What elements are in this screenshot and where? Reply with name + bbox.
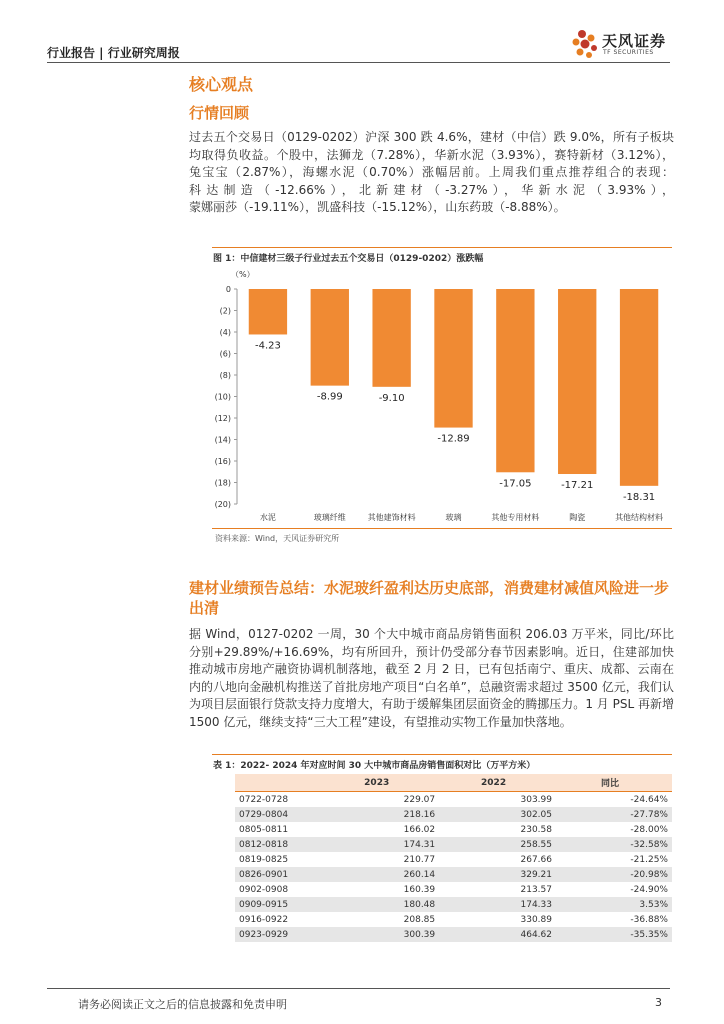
bar-value-label: -18.31 (622, 491, 656, 503)
x-category-label: 玻璃纤维 (313, 513, 346, 522)
table-row (235, 882, 672, 897)
x-category-label: 水泥 (259, 513, 276, 522)
table-cell: 330.89 (520, 914, 552, 925)
y-tick-label: (4) (219, 328, 231, 337)
para1-stock: 海螺水泥（0.70%） (302, 165, 422, 179)
chart-bar (311, 289, 349, 386)
brand-name: 天风证券 (602, 32, 667, 50)
x-category-label: 其他结构材料 (615, 513, 664, 522)
y-tick-label: (14) (214, 435, 231, 445)
table-row (235, 837, 672, 852)
bar-value-label: -8.99 (316, 391, 343, 403)
table-cell: -36.88% (630, 914, 668, 925)
bar-value-label: -4.23 (254, 340, 281, 352)
para1-stock: 山东药玻（-8.88%） (445, 200, 554, 214)
footer-disclaimer: 请务必阅读正文之后的信息披露和免责申明 (78, 998, 287, 1011)
x-category-label: 陶瓷 (569, 513, 586, 522)
x-category-label: 其他建饰材料 (367, 513, 416, 522)
para1-sep: 。 (553, 200, 566, 214)
chart-bar (620, 289, 658, 486)
table-cell: -21.25% (630, 854, 668, 865)
table-cell: 0722-0728 (239, 794, 289, 805)
table-cell: 229.07 (403, 794, 436, 805)
figure-title: 图 1：中信建材三级子行业过去五个交易日（0129-0202）涨跌幅 (213, 254, 484, 264)
table-cell: 213.57 (520, 884, 552, 895)
sales-paragraph: 据 Wind，0127-0202 一周，30 个大中城市商品房销售面积 206.03 万平米，同比/环比分别+29.89%/+16.69%，均有所回升，预计仍受部分春节因素影响。近日，住建部加快推动城市房地产融资协调机制落地，截至 2 月 2 日，已有包括南宁、重庆、成都、云南在内的八地向金融机构推送了首批房地产项目“白名单”，总融资需求超过 3500 亿元，我们认为项目层面银行贷款支持力度增大，有助于缓解集团层面资金的腾挪压力。1 月 PSL 再新增 1500 亿元，继续支持“三大工程”建设，有望推动实物工作量加快落地。 (189, 627, 674, 729)
para1-sep: ， (661, 182, 674, 197)
table-cell: 0923-0929 (235, 927, 318, 942)
brand-subtitle: TF SECURITIES (603, 49, 654, 56)
market-review-paragraph (189, 129, 674, 217)
footer-divider (47, 988, 670, 989)
bar-chart (205, 265, 675, 527)
table-cell: 0902-0908 (239, 884, 289, 895)
x-category-label: 玻璃 (445, 513, 462, 522)
table-cell: 464.62 (435, 927, 552, 942)
figure-bottom-rule (212, 528, 672, 529)
chart-marks (215, 270, 663, 522)
para1-stock: 蒙娜丽莎（-19.11%） (189, 200, 306, 214)
table-row (235, 852, 672, 867)
para1-stock: 华新水泥（3.93%） (434, 147, 542, 162)
table-row (235, 897, 672, 912)
flower-logo-icon (570, 28, 600, 60)
header-divider (47, 62, 670, 63)
para1-text: 涨幅居前。上周我们重点推荐组合的表现： (421, 165, 674, 179)
table-cell: -24.64% (630, 794, 668, 805)
para1-stock: 北新建材（-3.27%） (358, 182, 504, 197)
brand-logo (570, 28, 680, 60)
table-cell: 258.55 (435, 837, 552, 852)
para1-sep: ， (504, 182, 522, 197)
table-cell: 166.02 (403, 824, 436, 835)
table-cell: 0909-0915 (235, 897, 318, 912)
table-cell: 230.58 (520, 824, 552, 835)
table-cell: 303.99 (520, 794, 552, 805)
table-cell: 218.16 (318, 807, 435, 822)
chart-bar (434, 289, 472, 428)
figure-top-rule (212, 247, 672, 248)
table-cell: 180.48 (318, 897, 435, 912)
heading-market-review: 行情回顾 (189, 104, 250, 122)
para1-stock: 赛特新材（3.12%） (554, 147, 662, 162)
table-header-cell: 2022 (435, 774, 552, 792)
table-top-rule (212, 754, 672, 755)
table-row (235, 867, 672, 882)
table-row (235, 792, 672, 808)
table-row (235, 822, 672, 837)
chart-bar (372, 289, 410, 387)
table-cell: 3.53% (552, 897, 672, 912)
y-tick-label: (20) (214, 500, 231, 509)
table-cell: 267.66 (520, 854, 552, 865)
chart-bar (496, 289, 534, 472)
table-cell: 174.33 (435, 897, 552, 912)
para1-stock: 华新水泥（3.93%） (521, 182, 662, 197)
bar-value-label: -17.21 (561, 480, 594, 492)
table-cell: -32.58% (552, 837, 672, 852)
table-cell: 208.85 (403, 914, 436, 925)
table-cell: -27.78% (552, 807, 672, 822)
table-cell: -28.00% (630, 824, 668, 835)
chart-bar (249, 289, 287, 334)
x-category-label: 其他专用材料 (491, 513, 540, 522)
table-cell: -24.90% (630, 884, 668, 895)
para1-sep: ， (661, 147, 674, 162)
y-tick-label: (8) (219, 371, 231, 380)
para1-sep: ， (305, 200, 318, 214)
table-row (235, 912, 672, 927)
y-tick-label: (10) (214, 392, 231, 402)
para1-stock: 科达制造（-12.66%） (189, 182, 342, 197)
table-cell: 300.39 (318, 927, 435, 942)
table-title: 表 1：2022- 2024 年对应时间 30 大中城市商品房销售面积对比（万平方米） (213, 761, 536, 771)
para1-sep: ， (289, 165, 303, 179)
table-header-cell (235, 774, 318, 792)
table-cell: -20.98% (552, 867, 672, 882)
heading-section2: 建材业绩预告总结：水泥玻纤盈利达历史底部，消费建材减值风险进一步出清 (189, 579, 670, 617)
table-header-row (235, 774, 672, 792)
table-cell: 160.39 (403, 884, 436, 895)
heading-core-view: 核心观点 (189, 75, 254, 94)
y-tick-label: (2) (219, 306, 231, 316)
table-row (235, 807, 672, 822)
y-tick-label: 0 (225, 285, 231, 294)
y-tick-label: (12) (214, 414, 231, 423)
para1-stock: 兔宝宝（2.87%） (189, 165, 290, 179)
para1-text: 过去五个交易日（0129-0202）沪深 300 跌 4.6%，建材（中信）跌 9.0%，所有子板块均取得负收益。个股中， (189, 130, 674, 162)
table-cell: -35.35% (552, 927, 672, 942)
bar-value-label: -17.05 (499, 478, 532, 490)
para1-stock: 凯盛科技（-15.12%） (317, 200, 434, 214)
para1-stock: 法狮龙（7.28%） (326, 147, 422, 162)
table-cell: 0826-0901 (235, 867, 318, 882)
table-header-cell: 同比 (552, 774, 672, 792)
table-row (235, 927, 672, 942)
figure-source: 资料来源：Wind，天风证券研究所 (215, 534, 340, 543)
bar-value-label: -9.10 (378, 392, 405, 404)
table-cell: 0916-0922 (239, 914, 289, 925)
para1-sep: ， (541, 147, 555, 162)
y-tick-label: (16) (214, 457, 231, 466)
table-cell: 260.14 (318, 867, 435, 882)
bar-value-label: -12.89 (437, 433, 470, 445)
table-cell: 0819-0825 (239, 854, 289, 865)
y-axis-unit-label: （%） (231, 270, 255, 279)
y-tick-label: (6) (219, 349, 231, 359)
para1-sep: ， (341, 182, 359, 197)
table-cell: 174.31 (318, 837, 435, 852)
chart-bar (558, 289, 596, 474)
table-cell: 0729-0804 (235, 807, 318, 822)
table-header-cell: 2023 (318, 774, 435, 792)
para1-sep: ， (421, 147, 435, 162)
para1-sep: ， (433, 200, 446, 214)
report-type-label: 行业报告 | 行业研究周报 (47, 46, 180, 60)
page-number: 3 (655, 996, 662, 1009)
table-cell: 329.21 (435, 867, 552, 882)
table-cell: 0812-0818 (235, 837, 318, 852)
table-cell: 0805-0811 (239, 824, 289, 835)
table-cell: 210.77 (403, 854, 436, 865)
y-tick-label: (18) (214, 478, 231, 488)
sales-table (235, 774, 672, 942)
table-cell: 302.05 (435, 807, 552, 822)
